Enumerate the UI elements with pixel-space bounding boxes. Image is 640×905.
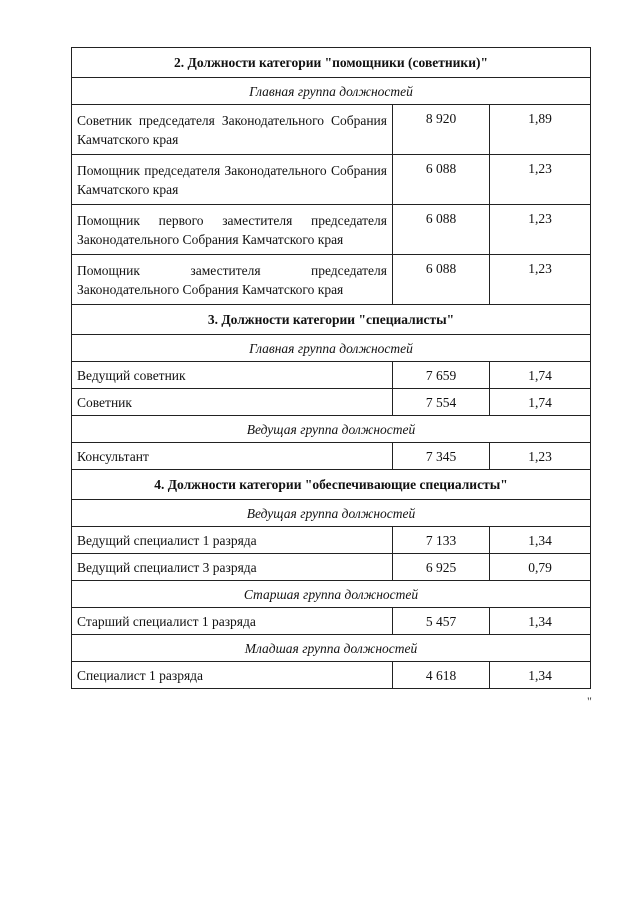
position-name-cell: Ведущий советник — [72, 362, 393, 389]
coefficient-cell: 1,74 — [490, 389, 591, 416]
section-header-row — [72, 48, 591, 78]
table-row — [72, 662, 591, 689]
group-title: Младшая группа должностей — [72, 635, 591, 662]
position-name-cell: Помощник заместителя председателя Законодательного Собрания Камчатского края — [72, 255, 393, 305]
group-header-row — [72, 581, 591, 608]
group-title: Главная группа должностей — [72, 78, 591, 105]
coefficient-cell: 1,34 — [490, 662, 591, 689]
table-row — [72, 205, 591, 255]
table-row — [72, 554, 591, 581]
salary-cell: 7 133 — [393, 527, 490, 554]
group-header-row — [72, 78, 591, 105]
salary-cell: 4 618 — [393, 662, 490, 689]
salary-cell: 6 088 — [393, 205, 490, 255]
table-row — [72, 389, 591, 416]
section-title: 3. Должности категории "специалисты" — [72, 305, 591, 335]
coefficient-cell: 0,79 — [490, 554, 591, 581]
group-header-row — [72, 500, 591, 527]
coefficient-cell: 1,23 — [490, 155, 591, 205]
group-title: Главная группа должностей — [72, 335, 591, 362]
position-name-cell: Ведущий специалист 1 разряда — [72, 527, 393, 554]
position-name-cell: Помощник председателя Законодательного Собрания Камчатского края — [72, 155, 393, 205]
coefficient-cell: 1,23 — [490, 205, 591, 255]
salary-cell: 8 920 — [393, 105, 490, 155]
table-row — [72, 527, 591, 554]
group-header-row — [72, 635, 591, 662]
closing-quote-mark: " — [587, 694, 592, 708]
section-title: 2. Должности категории "помощники (советники)" — [72, 48, 591, 78]
salary-cell: 7 345 — [393, 443, 490, 470]
position-name-cell: Помощник первого заместителя председателя Законодательного Собрания Камчатского края — [72, 205, 393, 255]
table-row — [72, 443, 591, 470]
position-name-cell: Ведущий специалист 3 разряда — [72, 554, 393, 581]
section-title: 4. Должности категории "обеспечивающие специалисты" — [72, 470, 591, 500]
group-header-row — [72, 335, 591, 362]
coefficient-cell: 1,34 — [490, 608, 591, 635]
section-header-row — [72, 470, 591, 500]
table-row — [72, 105, 591, 155]
coefficient-cell: 1,34 — [490, 527, 591, 554]
salary-cell: 7 659 — [393, 362, 490, 389]
coefficient-cell: 1,74 — [490, 362, 591, 389]
table-row — [72, 255, 591, 305]
coefficient-cell: 1,89 — [490, 105, 591, 155]
position-name-cell: Специалист 1 разряда — [72, 662, 393, 689]
salary-cell: 5 457 — [393, 608, 490, 635]
position-name-cell: Советник — [72, 389, 393, 416]
group-title: Ведущая группа должностей — [72, 500, 591, 527]
position-name-cell: Консультант — [72, 443, 393, 470]
salary-cell: 6 088 — [393, 155, 490, 205]
salary-cell: 6 925 — [393, 554, 490, 581]
positions-table-body — [72, 48, 591, 689]
table-row — [72, 362, 591, 389]
table-row — [72, 155, 591, 205]
position-name-cell: Советник председателя Законодательного Собрания Камчатского края — [72, 105, 393, 155]
positions-table — [71, 47, 591, 689]
group-title: Старшая группа должностей — [72, 581, 591, 608]
coefficient-cell: 1,23 — [490, 255, 591, 305]
coefficient-cell: 1,23 — [490, 443, 591, 470]
group-title: Ведущая группа должностей — [72, 416, 591, 443]
salary-cell: 7 554 — [393, 389, 490, 416]
section-header-row — [72, 305, 591, 335]
group-header-row — [72, 416, 591, 443]
salary-cell: 6 088 — [393, 255, 490, 305]
position-name-cell: Старший специалист 1 разряда — [72, 608, 393, 635]
table-row — [72, 608, 591, 635]
